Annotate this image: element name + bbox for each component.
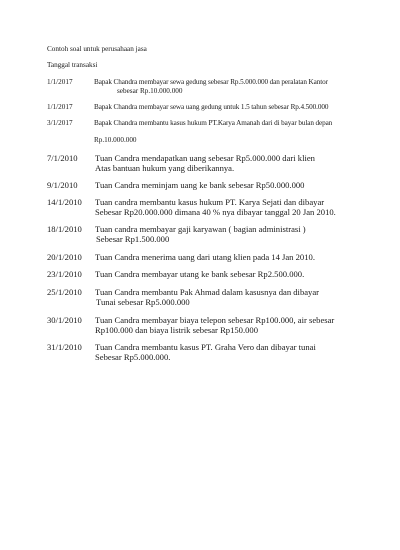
transaction-text: Bapak Chandra membayar sewa gedung sebesar Rp.5.000.000 dan peralatan Kantor — [94, 78, 328, 86]
transaction-date: 31/1/2010 — [47, 342, 82, 352]
transaction-text: Tuan Candra membayar biaya telepon sebesar Rp100.000, air sebesar — [95, 315, 335, 325]
transaction-text: Tuan Candra membantu kasus PT. Graha Vero dan dibayar tunai — [95, 342, 316, 352]
transaction-date: 3/1/2017 — [47, 119, 73, 127]
transaction-date: 7/1/2010 — [47, 153, 78, 163]
transaction-text: Rp100.000 dan biaya listrik sebesar Rp150.000 — [95, 325, 259, 335]
transaction-text: Tuan Candra membayar utang ke bank sebesar Rp2.500.000. — [95, 269, 305, 279]
transaction-date: 18/1/2010 — [47, 224, 82, 234]
transaction-date: 25/1/2010 — [47, 287, 82, 297]
transaction-text: Tuan Candra menerima uang dari utang klien pada 14 Jan 2010. — [95, 252, 315, 262]
transaction-text: Sebesar Rp5.000.000. — [95, 352, 171, 362]
transaction-text: Tuan Candra membantu Pak Ahmad dalam kasusnya dan dibayar — [95, 287, 320, 297]
section-label: Tanggal transaksi — [47, 61, 98, 69]
transaction-text: Tunai sebesar Rp5.000.000 — [96, 297, 190, 307]
transaction-text: Atas bantuan hukum yang diberikannya. — [95, 163, 235, 173]
transaction-date: 9/1/2010 — [47, 180, 78, 190]
transaction-text: Tuan candra membayar gaji karyawan ( bagian administrasi ) — [95, 224, 306, 234]
document-title: Contoh soal untuk perusahaan jasa — [47, 45, 147, 53]
transaction-date: 23/1/2010 — [47, 269, 82, 279]
transaction-text: Bapak Chandra membantu kasus hukum PT.Karya Amanah dari di bayar bulan depan — [94, 119, 333, 127]
transaction-text: Bapak Chandra membayar sewa uang gedung untuk 1.5 tahun sebesar Rp.4.500.000 — [94, 103, 329, 111]
transaction-date: 30/1/2010 — [47, 315, 82, 325]
transaction-text: sebesar Rp.10.000.000 — [117, 87, 183, 95]
transaction-date: 1/1/2017 — [47, 103, 73, 111]
transaction-date: 20/1/2010 — [47, 252, 82, 262]
transaction-text: Tuan candra membantu kasus hukum PT. Karya Sejati dan dibayar — [95, 197, 325, 207]
transaction-text: Sebesar Rp20.000.000 dimana 40 % nya dibayar tanggal 20 Jan 2010. — [95, 207, 336, 217]
transaction-text: Sebesar Rp1.500.000 — [96, 234, 170, 244]
transaction-date: 1/1/2017 — [47, 78, 73, 86]
transaction-text: Tuan Candra meminjam uang ke bank sebesar Rp50.000.000 — [95, 180, 305, 190]
transaction-text: Tuan Candra mendapatkan uang sebesar Rp5.000.000 dari klien — [95, 153, 315, 163]
transaction-text: Rp.10.000.000 — [94, 136, 137, 144]
transaction-date: 14/1/2010 — [47, 197, 82, 207]
